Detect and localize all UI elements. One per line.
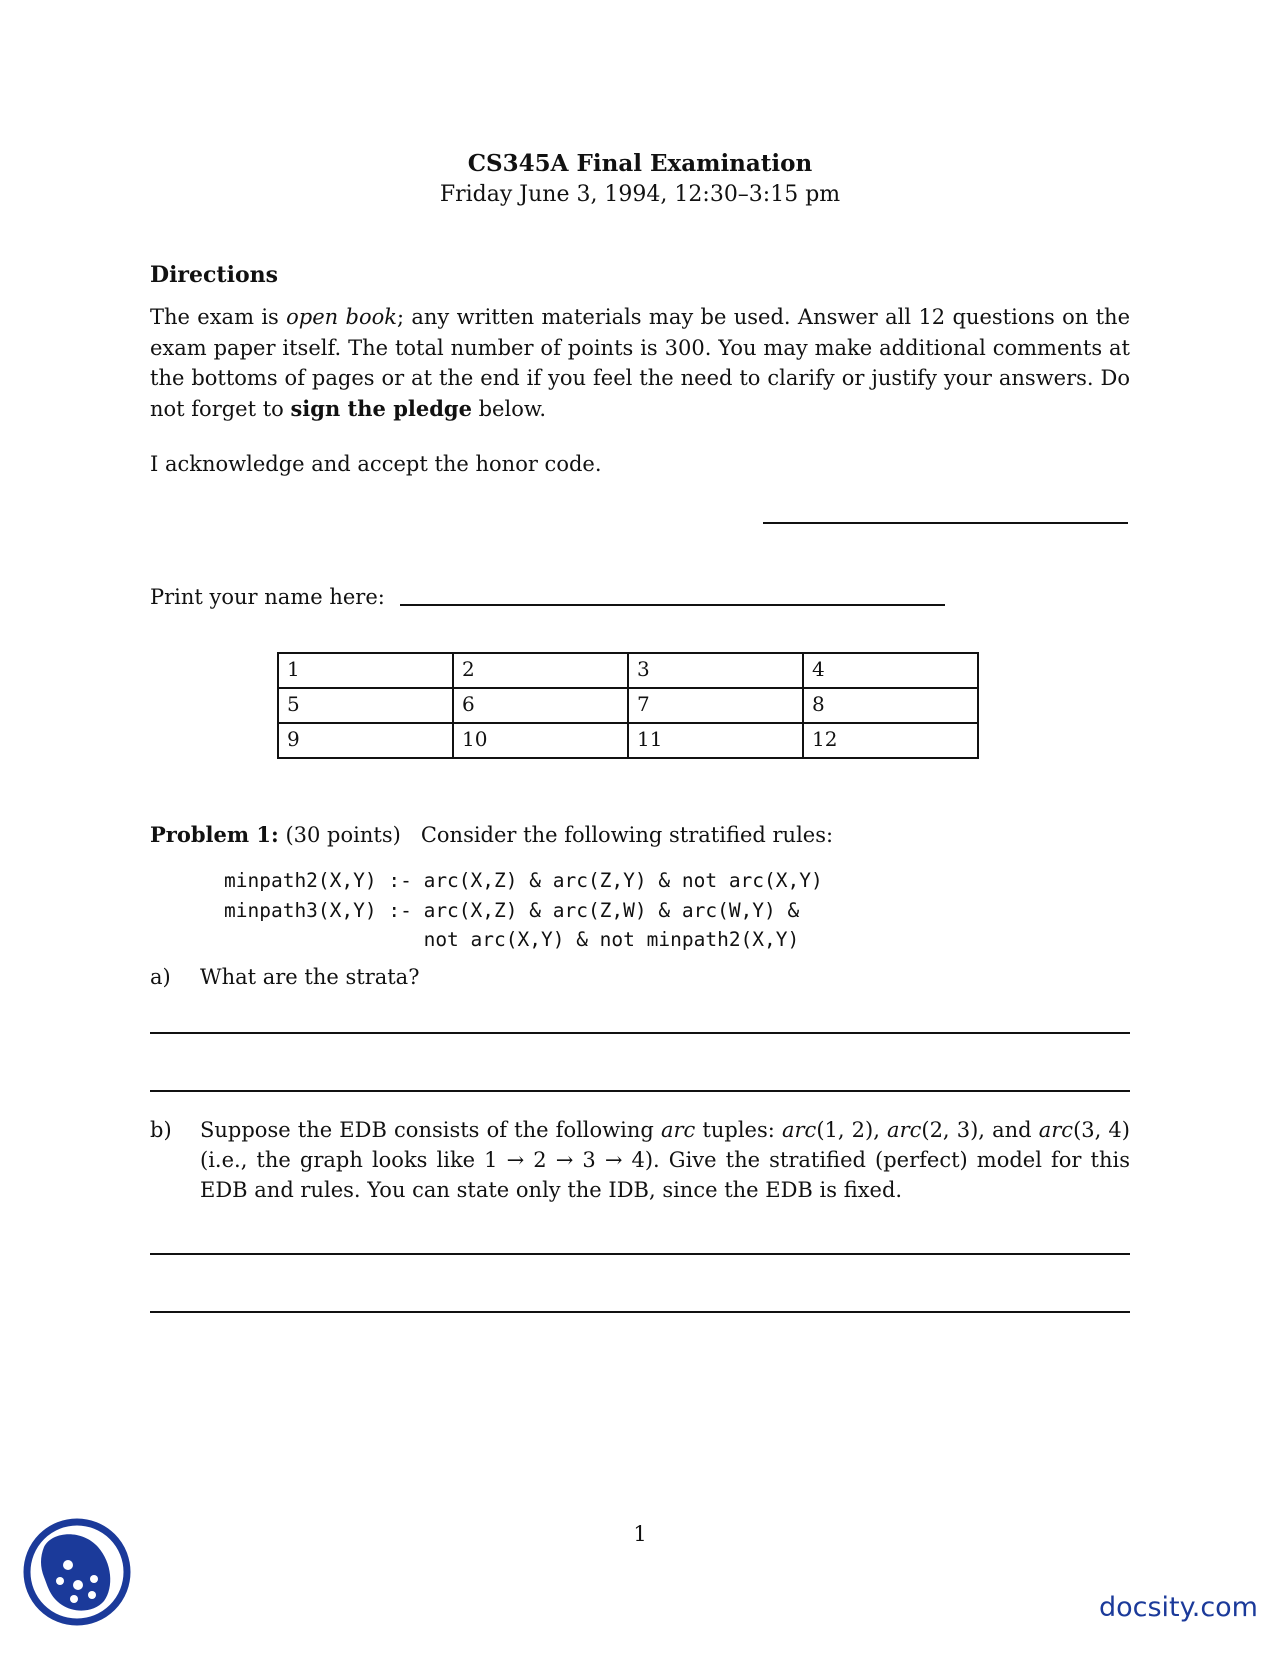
score-cell[interactable]: 5: [278, 688, 453, 723]
score-cell[interactable]: 9: [278, 723, 453, 758]
score-cell[interactable]: 1: [278, 653, 453, 688]
problem-1-header: Problem 1: (30 points) Consider the following stratified rules:: [150, 822, 834, 847]
answer-line[interactable]: [150, 1090, 1130, 1092]
name-input-line[interactable]: [400, 604, 945, 606]
table-row: [278, 653, 978, 688]
rule-line: minpath3(X,Y) :- arc(X,Z) & arc(Z,W) & arc(W,Y) &: [224, 898, 800, 922]
question-b-text: Suppose the EDB consists of the following arc tuples: arc(1, 2), arc(2, 3), and arc(3, 4) (i.e., the graph looks like 1 → 2 → 3 → 4). Give the stratified (perfect) model for this EDB and rules. You can state only the IDB, since the EDB is fixed.: [200, 1118, 1130, 1202]
docsity-logo-icon: [22, 1517, 132, 1627]
score-cell[interactable]: 10: [453, 723, 628, 758]
question-a-text: What are the strata?: [200, 965, 420, 989]
score-table: [277, 652, 979, 759]
score-cell[interactable]: 11: [628, 723, 803, 758]
honor-code-statement: I acknowledge and accept the honor code.: [150, 452, 602, 476]
signature-line[interactable]: [763, 522, 1128, 524]
score-cell[interactable]: 12: [803, 723, 978, 758]
score-cell[interactable]: 6: [453, 688, 628, 723]
rule-line: minpath2(X,Y) :- arc(X,Z) & arc(Z,Y) & not arc(X,Y): [224, 869, 823, 892]
table-row: [278, 723, 978, 758]
answer-line[interactable]: [150, 1253, 1130, 1255]
table-row: [278, 688, 978, 723]
exam-title: CS345A Final Examination: [467, 150, 813, 177]
score-cell[interactable]: 3: [628, 653, 803, 688]
directions-paragraph: The exam is open book; any written materials may be used. Answer all 12 questions on the exam paper itself. The total number of points is 300. You may make additional comments at the bottoms of pages or at the end if you feel the need to clarify or justify your answers. Do not forget to sign the pledge below.: [150, 305, 1130, 421]
page-number: 1: [633, 1522, 647, 1546]
question-b-label: b): [150, 1118, 172, 1142]
score-cell[interactable]: 7: [628, 688, 803, 723]
score-cell[interactable]: 4: [803, 653, 978, 688]
score-cell[interactable]: 8: [803, 688, 978, 723]
exam-date: Friday June 3, 1994, 12:30–3:15 pm: [439, 182, 841, 207]
question-a-label: a): [150, 965, 171, 989]
score-cell[interactable]: 2: [453, 653, 628, 688]
directions-heading: Directions: [150, 262, 278, 288]
name-label: Print your name here:: [150, 585, 385, 609]
docsity-brand-link[interactable]: docsity.com: [1098, 1592, 1258, 1623]
rule-line: not arc(X,Y) & not minpath2(X,Y): [224, 928, 800, 951]
answer-line[interactable]: [150, 1311, 1130, 1313]
answer-line[interactable]: [150, 1032, 1130, 1034]
rules-code-block: [224, 866, 823, 955]
